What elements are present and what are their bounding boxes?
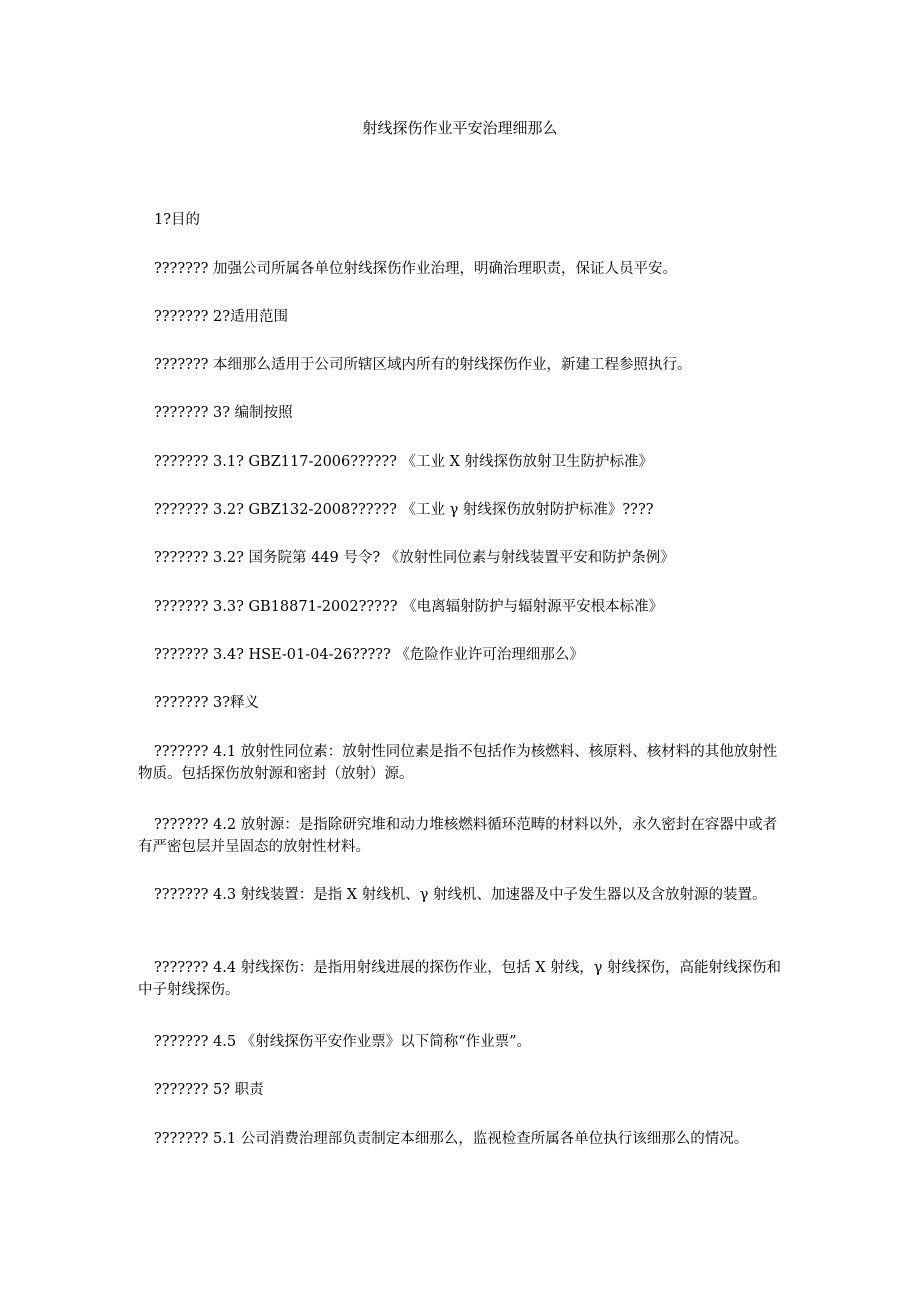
paragraph-duty-5-1: ??????? 5.1 公司消费治理部负责制定本细那么，监视检查所属各单位执行该细那么的情况。: [154, 1131, 749, 1147]
paragraph-definition-4-3: ??????? 4.3 射线装置：是指 X 射线机、γ 射线机、加速器及中子发生器以及含放射源的装置。: [154, 887, 767, 903]
document-title: 射线探伤作业平安治理细那么: [362, 119, 558, 137]
paragraph-basis-3-1: ??????? 3.1? GBZ117-2006?????? 《工业 X 射线探伤放射卫生防护标准》: [154, 454, 654, 470]
paragraph-scope: ??????? 本细那么适用于公司所辖区域内所有的射线探伤作业，新建工程参照执行。: [154, 357, 692, 373]
paragraph-purpose: ??????? 加强公司所属各单位射线探伤作业治理，明确治理职责，保证人员平安。: [154, 261, 678, 277]
paragraph-basis-3-3: ??????? 3.3? GB18871-2002????? 《电离辐射防护与辐射源平安根本标准》: [154, 599, 664, 615]
paragraph-basis-3-4: ??????? 3.4? HSE-01-04-26????? 《危险作业许可治理细那么》: [154, 647, 584, 663]
paragraph-definition-4-1: ??????? 4.1 放射性同位素：放射性同位素是指不包括作为核燃料、核原料、核材料的其他放射性物质。包括探伤放射源和密封（放射）源。: [138, 744, 778, 782]
section-definitions-heading: ??????? 3?释义: [154, 695, 260, 711]
paragraph-basis-3-2a: ??????? 3.2? GBZ132-2008?????? 《工业 γ 射线探伤放射防护标准》????: [154, 502, 654, 518]
section-purpose-heading: 1?目的: [154, 212, 200, 228]
section-basis-heading: ??????? 3? 编制按照: [154, 405, 293, 421]
paragraph-definition-4-4: ??????? 4.4 射线探伤：是指用射线进展的探伤作业，包括 X 射线，γ 射线探伤，高能射线探伤和中子射线探伤。: [138, 960, 782, 998]
paragraph-definition-4-2: ??????? 4.2 放射源：是指除研究堆和动力堆核燃料循环范畴的材料以外，永久密封在容器中或者有严密包层并呈固态的放射性材料。: [138, 817, 778, 855]
paragraph-basis-3-2b: ??????? 3.2? 国务院第 449 号令? 《放射性同位素与射线装置平安和防护条例》: [154, 550, 675, 566]
section-duties-heading: ??????? 5? 职责: [154, 1082, 264, 1098]
paragraph-definition-4-5: ??????? 4.5 《射线探伤平安作业票》以下简称“作业票”。: [154, 1034, 532, 1050]
section-scope-heading: ??????? 2?适用范围: [154, 309, 289, 325]
